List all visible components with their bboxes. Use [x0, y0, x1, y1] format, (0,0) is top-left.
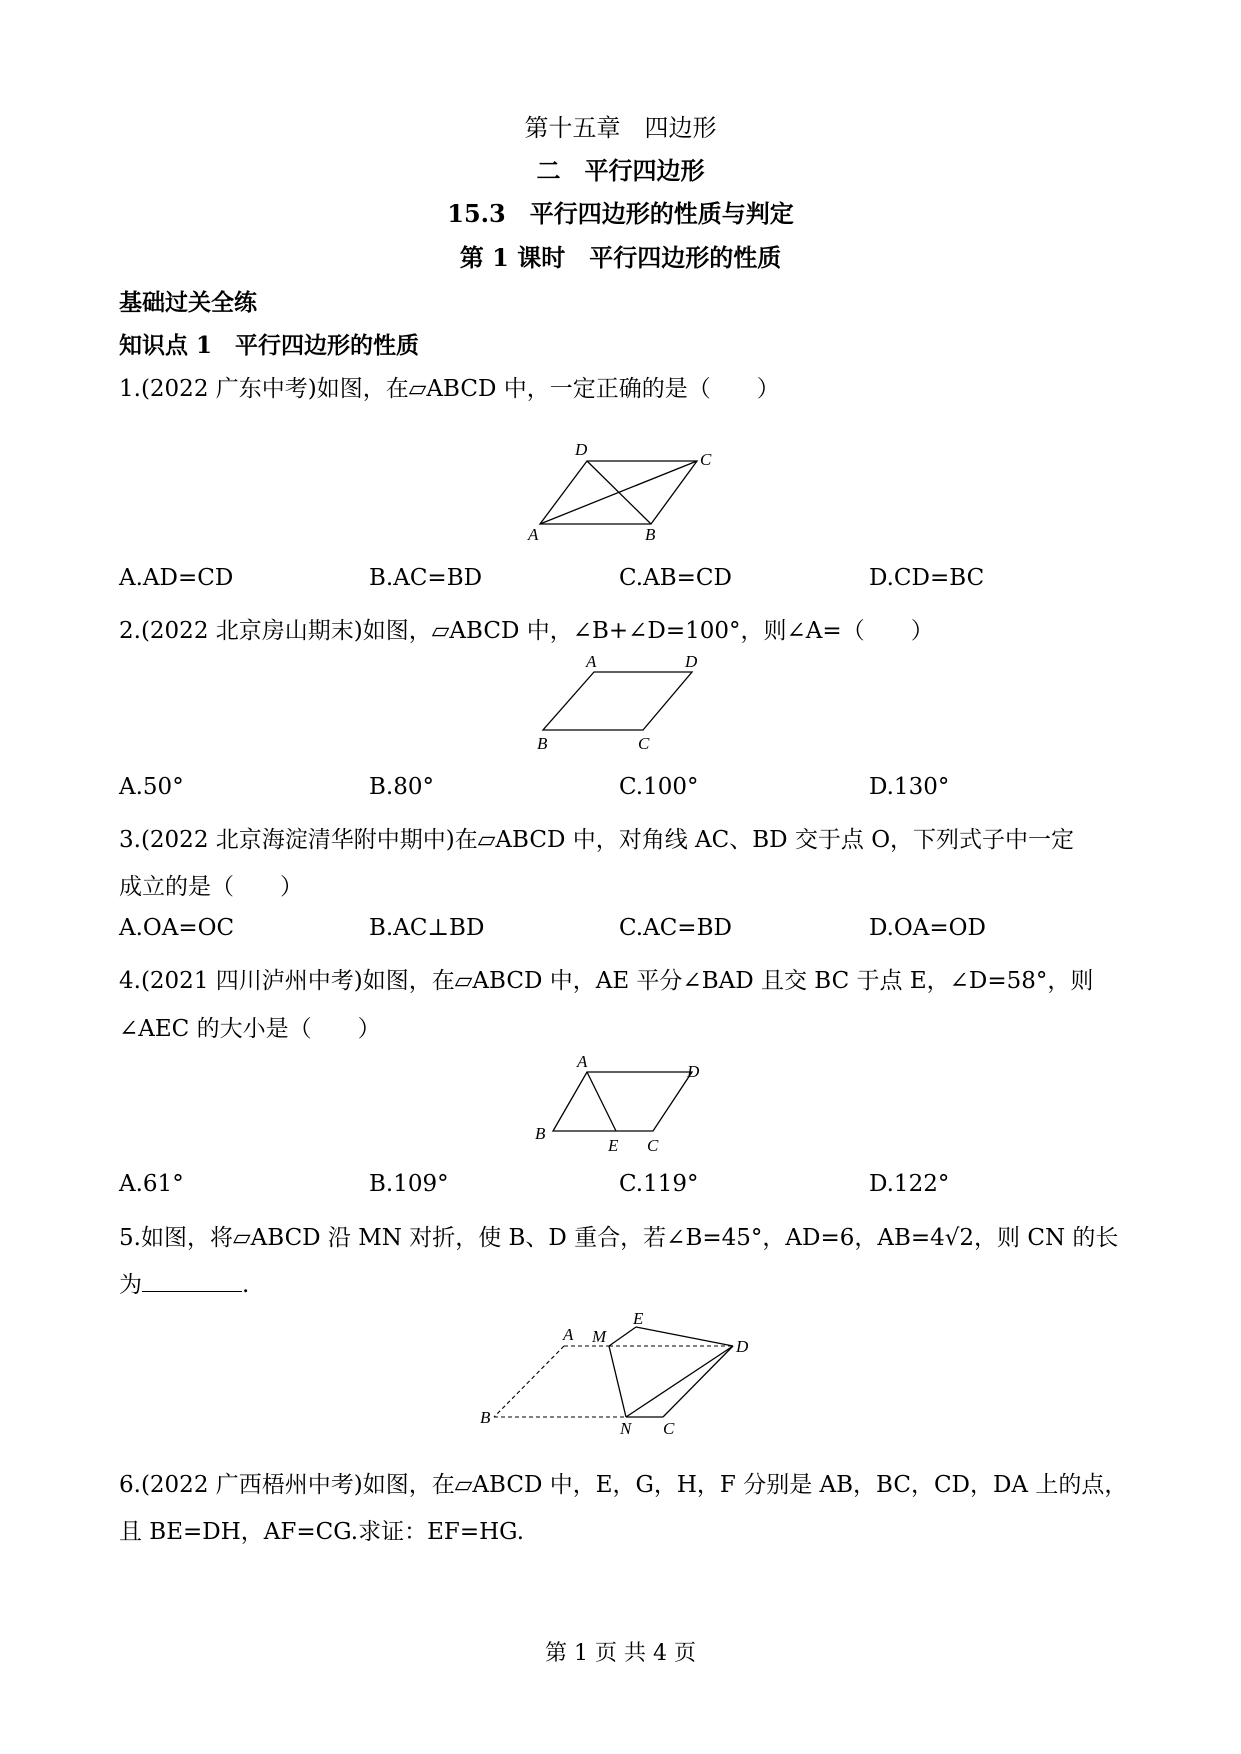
question-2-option-d[interactable]: D.130°	[869, 774, 950, 800]
q2-label-d: D	[685, 652, 698, 671]
lesson-title: 第 1 课时 平行四边形的性质	[459, 243, 782, 272]
question-3-option-c[interactable]: C.AC=BD	[619, 915, 732, 941]
q1-label-a: A	[528, 525, 539, 544]
q2-label-c: C	[638, 734, 650, 753]
q5-label-n: N	[620, 1419, 632, 1438]
q5-label-e: E	[633, 1309, 644, 1328]
q4-label-a: A	[577, 1052, 588, 1071]
question-1-figure	[520, 440, 720, 550]
page-footer: 第 1 页 共 4 页	[545, 1641, 696, 1666]
question-1-option-a[interactable]: A.AD=CD	[119, 565, 234, 591]
q4-label-b: B	[535, 1124, 546, 1143]
question-2-figure	[530, 652, 730, 760]
question-5-figure	[480, 1309, 780, 1445]
chapter-title: 第十五章 四边形	[524, 114, 717, 142]
question-1-option-d[interactable]: D.CD=BC	[869, 565, 985, 591]
q5-label-d: D	[736, 1337, 749, 1356]
question-3-stem-line2: 成立的是（ ）	[119, 874, 303, 900]
question-4-option-d[interactable]: D.122°	[869, 1171, 950, 1197]
q5-label-c: C	[663, 1419, 675, 1438]
question-6-stem-line2: 且 BE=DH，AF=CG.求证：EF=HG.	[119, 1519, 525, 1545]
question-5-stem-line2	[119, 1266, 249, 1299]
q4-label-d: D	[687, 1062, 700, 1081]
question-3-option-b[interactable]: B.AC⊥BD	[369, 915, 485, 941]
q1-label-c: C	[700, 450, 712, 469]
question-4-stem-line1: 4.(2021 四川泸州中考)如图，在▱ABCD 中，AE 平分∠BAD 且交 BC 于点 E，∠D=58°，则	[119, 968, 1094, 994]
question-4-option-c[interactable]: C.119°	[619, 1171, 699, 1197]
question-1-option-b[interactable]: B.AC=BD	[369, 565, 483, 591]
question-2-stem: 2.(2022 北京房山期末)如图，▱ABCD 中，∠B+∠D=100°，则∠A=（ ）	[119, 618, 934, 644]
question-3-option-d[interactable]: D.OA=OD	[869, 915, 986, 941]
subsection-title: 15.3 平行四边形的性质与判定	[447, 199, 794, 228]
question-3-stem-line1: 3.(2022 北京海淀清华附中期中)在▱ABCD 中，对角线 AC、BD 交于点 O，下列式子中一定	[119, 827, 1075, 853]
question-5-stem-suffix: .	[242, 1272, 250, 1298]
q2-label-a: A	[586, 652, 597, 671]
knowledge-point: 知识点 1 平行四边形的性质	[119, 332, 420, 359]
question-2-option-c[interactable]: C.100°	[619, 774, 699, 800]
answer-blank[interactable]	[142, 1271, 242, 1292]
question-2-option-a[interactable]: A.50°	[119, 774, 184, 800]
q5-label-m: M	[592, 1327, 607, 1346]
question-4-stem-line2: ∠AEC 的大小是（ ）	[119, 1016, 381, 1042]
section-title: 二 平行四边形	[536, 156, 705, 185]
q5-label-a: A	[563, 1325, 574, 1344]
q1-label-d: D	[575, 440, 588, 459]
question-5-stem-line1: 5.如图，将▱ABCD 沿 MN 对折，使 B、D 重合，若∠B=45°，AD=6，AB=4√2，则 CN 的长	[119, 1225, 1119, 1251]
question-2-option-b[interactable]: B.80°	[369, 774, 434, 800]
question-1-stem: 1.(2022 广东中考)如图，在▱ABCD 中，一定正确的是（ ）	[119, 376, 780, 402]
question-1-option-c[interactable]: C.AB=CD	[619, 565, 732, 591]
question-4-figure	[530, 1052, 730, 1160]
question-4-option-b[interactable]: B.109°	[369, 1171, 449, 1197]
q4-label-c: C	[647, 1136, 659, 1155]
q2-label-b: B	[537, 734, 548, 753]
practice-title: 基础过关全练	[119, 289, 257, 316]
question-5-stem-prefix: 为	[119, 1272, 142, 1298]
question-3-option-a[interactable]: A.OA=OC	[119, 915, 235, 941]
question-4-option-a[interactable]: A.61°	[119, 1171, 184, 1197]
q5-label-b: B	[480, 1408, 491, 1427]
q1-label-b: B	[645, 525, 656, 544]
q4-label-e: E	[608, 1136, 619, 1155]
question-6-stem-line1: 6.(2022 广西梧州中考)如图，在▱ABCD 中，E，G，H，F 分别是 AB，BC，CD，DA 上的点，	[119, 1472, 1128, 1498]
